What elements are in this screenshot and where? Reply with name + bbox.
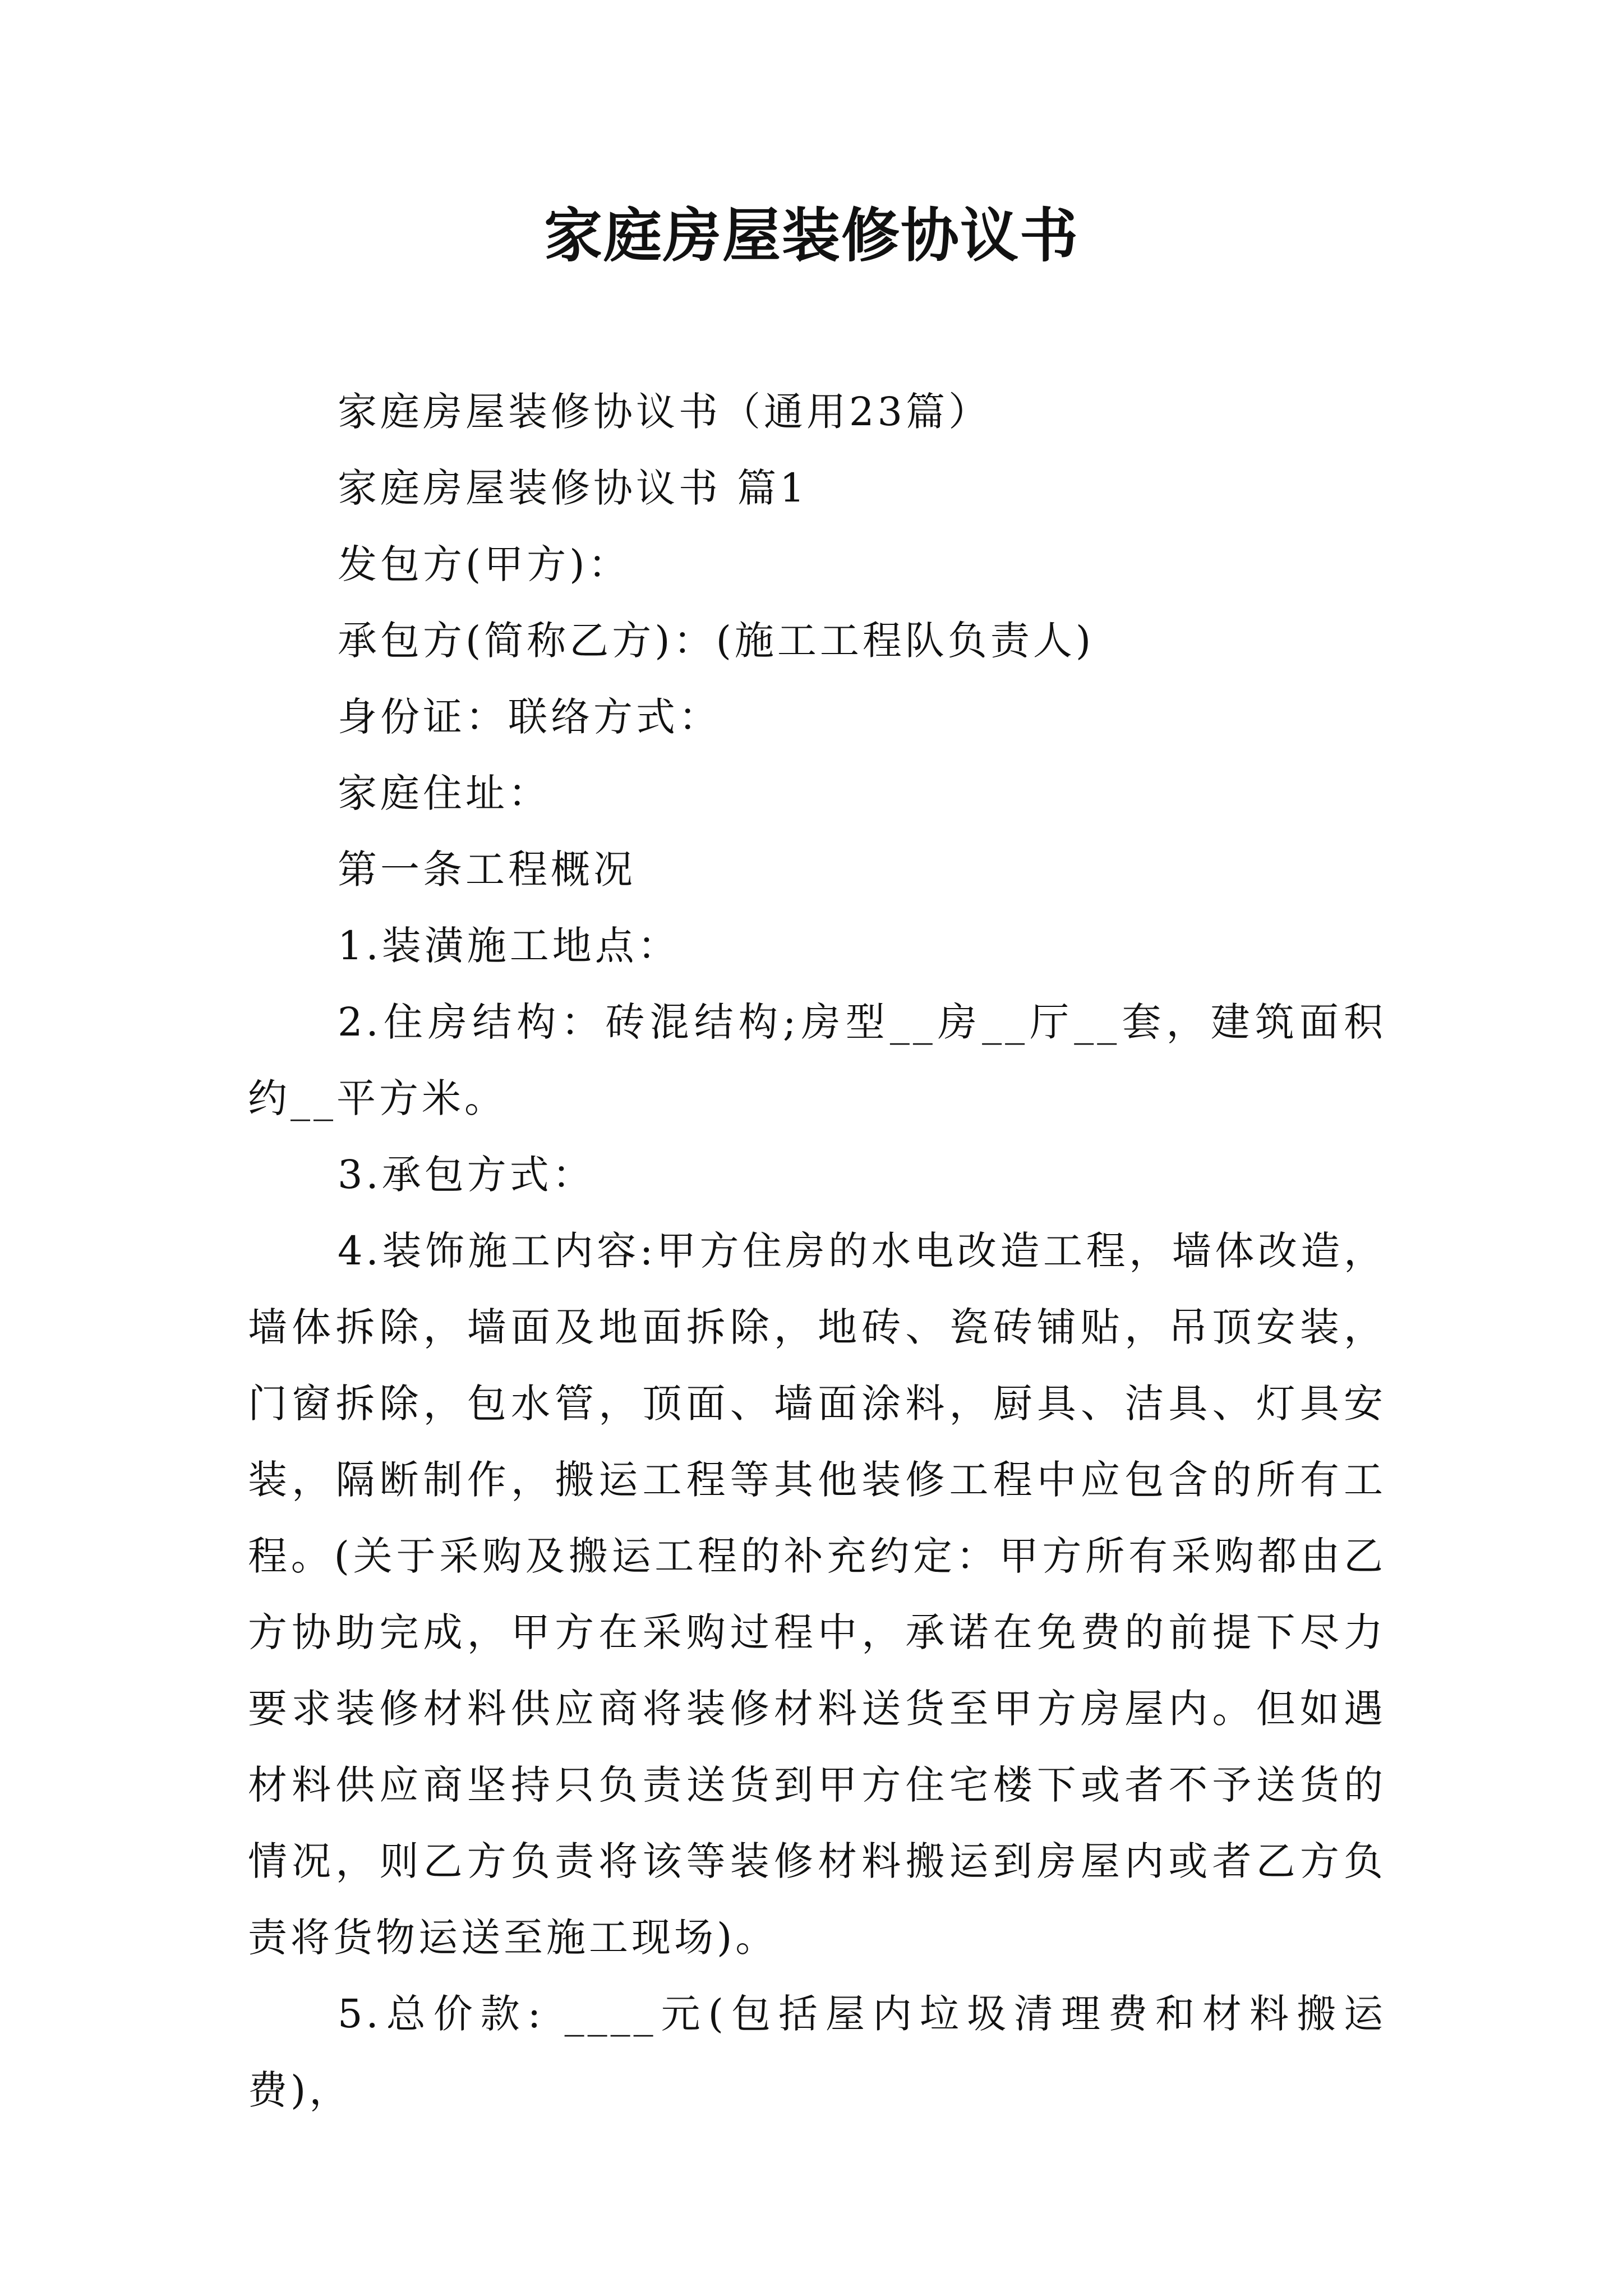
paragraph-item-5-total-price: 5.总价款: ____元(包括屋内垃圾清理费和材料搬运费)， — [248, 1991, 1386, 2113]
paragraph-party-b: 承包方(简称乙方)：(施工工程队负责人) — [338, 618, 1095, 664]
paragraph-id-contact: 身份证：联络方式： — [338, 694, 721, 740]
document-title: 家庭房屋装修协议书 — [543, 201, 1079, 270]
paragraph-item-4-work-content: 4.装饰施工内容:甲方住房的水电改造工程，墙体改造，墙体拆除，墙面及地面拆除，地砖、瓷砖铺贴，吊顶安装，门窗拆除，包水管，顶面、墙面涂料，厨具、洁具、灯具安装，隔断制作，搬运工程等其他装修工程中应包含的所有工程。(关于采购及搬运工程的补充约定：甲方所有采购都由乙方协助完成，甲方在采购过程中，承诺在免费的前提下尽力要求装修材料供应商将装修材料送货至甲方房屋内。但如遇材料供应商坚持只负责送货到甲方住宅楼下或者不予送货的情况，则乙方负责将该等装修材料搬运到房屋内或者乙方负责将货物运送至施工现场)。 — [248, 1228, 1386, 1961]
paragraph-clause-one-heading: 第一条工程概况 — [338, 846, 636, 892]
paragraph-item-3-contract-method: 3.承包方式： — [338, 1152, 595, 1198]
paragraph-party-a: 发包方(甲方)： — [338, 541, 631, 587]
paragraph-collection-title: 家庭房屋装修协议书（通用23篇） — [338, 389, 992, 435]
paragraph-home-address: 家庭住址： — [338, 770, 551, 816]
paragraph-article-heading: 家庭房屋装修协议书 篇1 — [338, 465, 808, 511]
paragraph-item-1-location: 1.装潢施工地点： — [338, 923, 680, 969]
document-body — [248, 374, 1386, 2128]
paragraph-item-2-structure: 2.住房结构：砖混结构;房型__房__厅__套，建筑面积约__平方米。 — [248, 999, 1386, 1121]
